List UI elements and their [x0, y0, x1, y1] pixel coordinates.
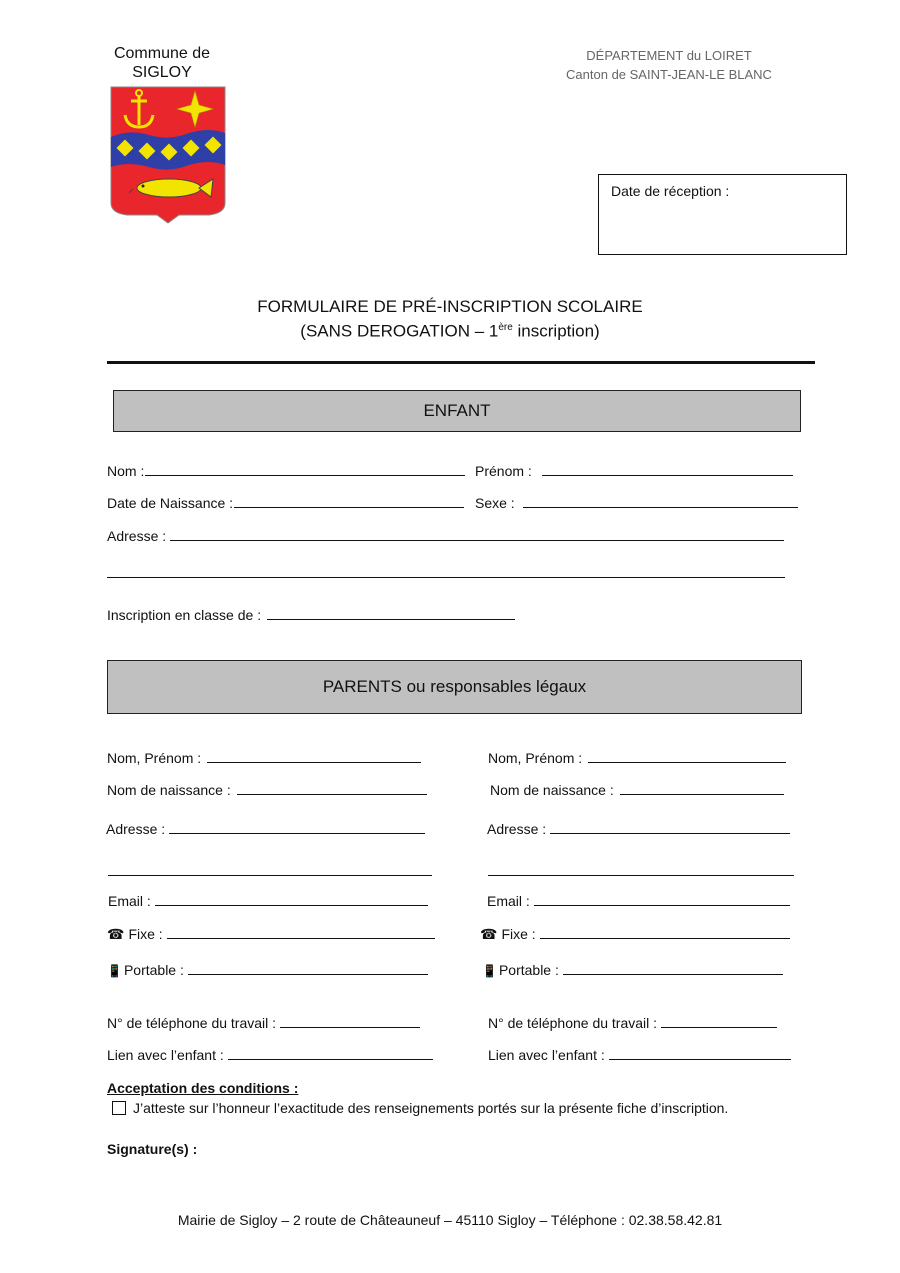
- footer-address: Mairie de Sigloy – 2 route de Châteauneuf – 45110 Sigloy – Téléphone : 02.38.58.42.81: [177, 1212, 723, 1228]
- parent2-portable-label: Portable :: [498, 962, 559, 978]
- attest-checkbox[interactable]: [112, 1101, 126, 1115]
- parent1-lien-field[interactable]: [107, 1047, 433, 1063]
- parent2-lien-label: Lien avec l’enfant :: [488, 1047, 605, 1063]
- parent1-nom-naissance-field[interactable]: [107, 782, 427, 798]
- parent2-email-blank[interactable]: [534, 893, 790, 906]
- reception-label: Date de réception :: [611, 183, 730, 199]
- child-adresse-field[interactable]: [107, 528, 784, 544]
- child-birthdate-field[interactable]: [107, 495, 464, 511]
- mobile-phone-icon: 📱: [482, 964, 497, 978]
- canton-line: Canton de SAINT-JEAN-LE BLANC: [566, 67, 772, 82]
- parent1-portable-label: Portable :: [123, 962, 184, 978]
- parent1-tel-travail-label: N° de téléphone du travail :: [107, 1015, 277, 1031]
- section-parents-header: PARENTS ou responsables légaux: [107, 660, 802, 714]
- parent2-nom-prenom-label: Nom, Prénom :: [488, 750, 583, 766]
- child-sexe-field[interactable]: [475, 495, 798, 511]
- child-nom-blank[interactable]: [145, 463, 465, 476]
- mobile-phone-icon: 📱: [107, 964, 122, 978]
- child-nom-field[interactable]: [107, 463, 465, 479]
- parent1-adresse-blank[interactable]: [169, 821, 425, 834]
- parent1-tel-travail-field[interactable]: [107, 1015, 420, 1031]
- phone-icon: ☎: [107, 926, 125, 942]
- parent1-email-blank[interactable]: [155, 893, 428, 906]
- attest-row: [112, 1100, 728, 1116]
- parent1-email-label: Email :: [108, 893, 151, 909]
- parent1-email-field[interactable]: [108, 893, 428, 909]
- parent1-portable-field[interactable]: [107, 962, 428, 978]
- parent2-tel-travail-field[interactable]: [488, 1015, 777, 1031]
- child-sexe-blank[interactable]: [523, 495, 798, 508]
- title-line2-suffix: inscription): [512, 321, 600, 341]
- parent2-adresse-field[interactable]: [487, 821, 790, 837]
- parent1-lien-blank[interactable]: [228, 1047, 433, 1060]
- commune-line2: SIGLOY: [132, 64, 192, 81]
- parent2-nom-prenom-blank[interactable]: [588, 750, 786, 763]
- child-birthdate-blank[interactable]: [234, 495, 464, 508]
- parent2-tel-travail-blank[interactable]: [661, 1015, 777, 1028]
- attest-text: J’atteste sur l’honneur l’exactitude des renseignements portés sur la présente fiche d’inscription.: [133, 1100, 729, 1116]
- parent1-nom-naissance-label: Nom de naissance :: [107, 782, 231, 798]
- parent2-adresse-blank[interactable]: [550, 821, 790, 834]
- department-info: [540, 46, 798, 84]
- child-prenom-label: Prénom :: [475, 463, 532, 479]
- title-line2-sup: ère: [498, 322, 513, 333]
- parent2-lien-field[interactable]: [488, 1047, 791, 1063]
- parent1-fixe-blank[interactable]: [167, 926, 435, 939]
- parent2-portable-field[interactable]: [482, 962, 783, 978]
- parent2-fixe-label: Fixe :: [501, 926, 536, 942]
- parent2-email-field[interactable]: [487, 893, 790, 909]
- parent1-nom-prenom-blank[interactable]: [207, 750, 421, 763]
- parent1-nom-naissance-blank[interactable]: [237, 782, 427, 795]
- parent1-portable-blank[interactable]: [188, 962, 428, 975]
- conditions-heading: Acceptation des conditions :: [107, 1080, 299, 1096]
- parent2-nom-naissance-field[interactable]: [490, 782, 784, 798]
- commune-line1: Commune de: [113, 45, 211, 62]
- child-adresse-line2[interactable]: [107, 577, 785, 578]
- section-enfant-header: ENFANT: [113, 390, 801, 432]
- parent1-fixe-label: Fixe :: [128, 926, 163, 942]
- parent2-fixe-blank[interactable]: [540, 926, 790, 939]
- parent2-nom-naissance-label: Nom de naissance :: [490, 782, 614, 798]
- child-adresse-label: Adresse :: [107, 528, 167, 544]
- parent2-tel-travail-label: N° de téléphone du travail :: [488, 1015, 658, 1031]
- parent2-email-label: Email :: [487, 893, 530, 909]
- child-classe-field[interactable]: [107, 607, 515, 623]
- parent1-adresse-field[interactable]: [106, 821, 425, 837]
- child-sexe-label: Sexe :: [475, 495, 515, 511]
- parent2-lien-blank[interactable]: [609, 1047, 791, 1060]
- form-title: [150, 296, 750, 342]
- parent2-nom-naissance-blank[interactable]: [620, 782, 784, 795]
- department-line: DÉPARTEMENT du LOIRET: [586, 48, 752, 63]
- child-nom-label: Nom :: [107, 463, 145, 479]
- title-divider: [107, 361, 815, 364]
- parent1-adresse-label: Adresse :: [106, 821, 166, 837]
- child-classe-label: Inscription en classe de :: [107, 607, 262, 623]
- parent2-fixe-field[interactable]: [480, 926, 790, 943]
- parent2-adresse-label: Adresse :: [487, 821, 547, 837]
- parent1-fixe-field[interactable]: [107, 926, 435, 943]
- title-line2: [150, 317, 750, 342]
- child-prenom-field[interactable]: [475, 463, 793, 479]
- parent1-lien-label: Lien avec l’enfant :: [107, 1047, 224, 1063]
- coat-of-arms-logo: [109, 85, 227, 225]
- title-line2-prefix: (SANS DEROGATION – 1: [300, 321, 499, 341]
- parent2-portable-blank[interactable]: [563, 962, 783, 975]
- child-adresse-blank[interactable]: [170, 528, 784, 541]
- commune-name: [100, 44, 224, 82]
- phone-icon: ☎: [480, 926, 498, 942]
- parent1-tel-travail-blank[interactable]: [280, 1015, 420, 1028]
- parent2-adresse-line2[interactable]: [488, 875, 794, 876]
- title-line1: FORMULAIRE DE PRÉ-INSCRIPTION SCOLAIRE: [257, 297, 643, 316]
- reception-date-box[interactable]: [598, 174, 847, 255]
- child-prenom-blank[interactable]: [542, 463, 793, 476]
- parent2-nom-prenom-field[interactable]: [488, 750, 786, 766]
- child-birthdate-label: Date de Naissance :: [107, 495, 234, 511]
- parent1-nom-prenom-label: Nom, Prénom :: [107, 750, 202, 766]
- child-classe-blank[interactable]: [267, 607, 515, 620]
- parent1-adresse-line2[interactable]: [108, 875, 432, 876]
- signature-label: Signature(s) :: [107, 1141, 198, 1157]
- parent1-nom-prenom-field[interactable]: [107, 750, 421, 766]
